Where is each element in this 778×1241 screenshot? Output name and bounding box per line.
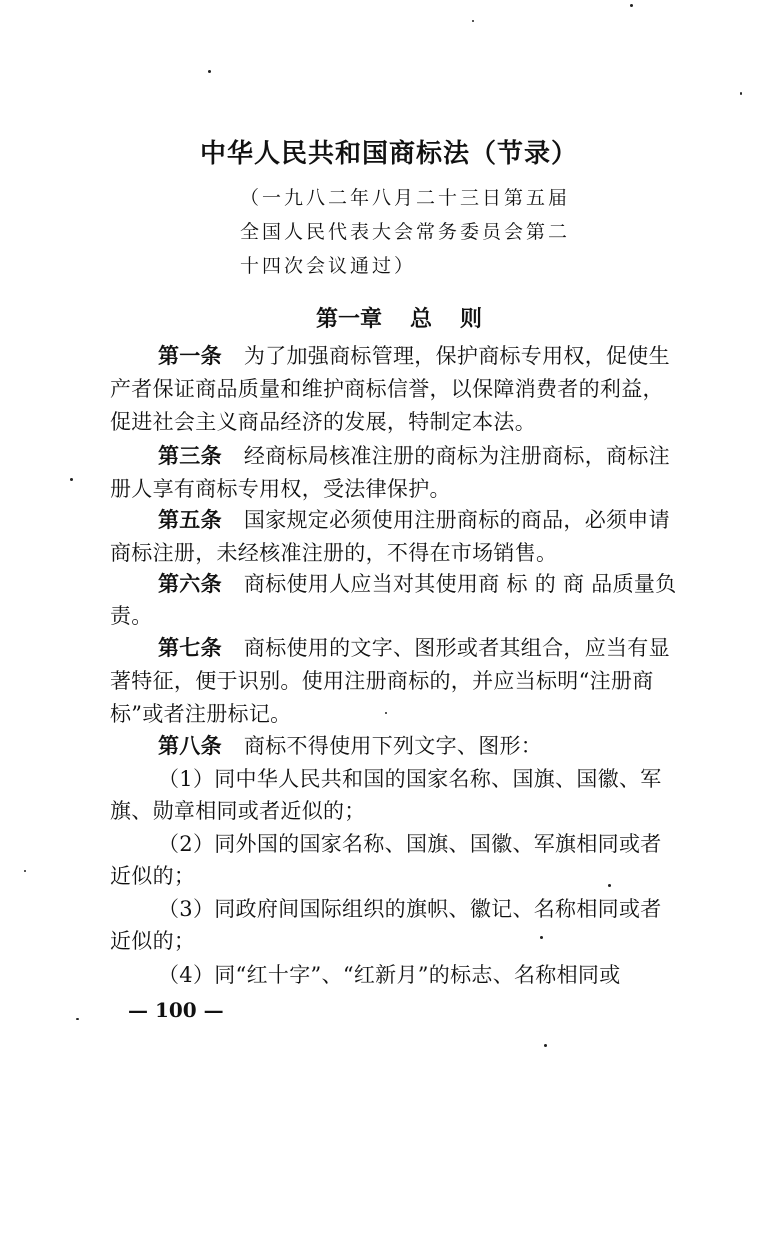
scan-speck [608,884,611,887]
article-8-line-1: 第八条 商标不得使用下列文字、图形： [158,733,543,758]
scan-speck [472,20,474,22]
item-1-line-2: 旗、勋章相同或者近似的； [110,799,366,823]
article-7-line-3: 标”或者注册标记。 [110,702,292,726]
scan-speck [740,92,742,95]
article-5-line-1: 第五条 国家规定必须使用注册商标的商品，必须申请 [158,507,670,532]
article-1-label: 第一条 [158,343,222,368]
item-2-line-2: 近似的； [110,864,196,888]
scan-speck [208,70,211,73]
article-1-line-1: 第一条 为了加强商标管理，保护商标专用权，促使生 [158,343,670,368]
article-7-line-1: 第七条 商标使用的文字、图形或者其组合，应当有显 [158,635,670,660]
adoption-note-line-1: （一九八二年八月二十三日第五届 [240,187,571,209]
chapter-word-1: 总 [409,306,432,332]
article-3-line-1: 第三条 经商标局核准注册的商标为注册商标，商标注 [158,443,670,468]
scan-speck [544,1044,547,1047]
article-5-label: 第五条 [158,507,222,532]
article-3-line-2: 册人享有商标专用权，受法律保护。 [110,477,451,501]
scan-speck [24,870,26,872]
scan-speck [630,4,633,7]
article-1-line-2: 产者保证商品质量和维护商标信誉，以保障消费者的利益， [110,377,664,401]
scan-speck [385,712,387,714]
article-6-line-2: 责。 [110,604,153,628]
item-2-line-1: （2）同外国的国家名称、国旗、国徽、军旗相同或者 [158,832,662,856]
scan-speck [70,478,73,481]
item-3-line-1: （3）同政府间国际组织的旗帜、徽记、名称相同或者 [158,897,662,921]
item-4-line-1: （4）同“红十字”、“红新月”的标志、名称相同或 [158,963,621,987]
chapter-word-2: 则 [460,306,483,332]
document-title: 中华人民共和国商标法（节录） [199,139,578,169]
chapter-number: 第一章 [315,306,382,332]
article-3-label: 第三条 [158,443,222,468]
article-6-line-1: 第六条 商标使用人应当对其使用商 标 的 商 品质量负 [158,571,677,596]
article-1-line-3: 促进社会主义商品经济的发展，特制定本法。 [110,410,536,434]
scan-speck [540,936,543,939]
chapter-heading [0,302,778,333]
article-6-label: 第六条 [158,571,222,596]
scan-speck [76,1018,79,1020]
article-5-line-2: 商标注册，未经核准注册的，不得在市场销售。 [110,541,558,565]
adoption-note-line-2: 全国人民代表大会常务委员会第二 [240,221,571,243]
adoption-note-line-3: 十四次会议通过） [240,255,417,277]
page-number: — 100 — [128,998,224,1022]
item-1-line-1: （1）同中华人民共和国的国家名称、国旗、国徽、军 [158,767,662,791]
item-3-line-2: 近似的； [110,929,196,953]
article-8-label: 第八条 [158,733,222,758]
article-7-label: 第七条 [158,635,222,660]
article-7-line-2: 著特征，便于识别。使用注册商标的，并应当标明“注册商 [110,669,654,693]
